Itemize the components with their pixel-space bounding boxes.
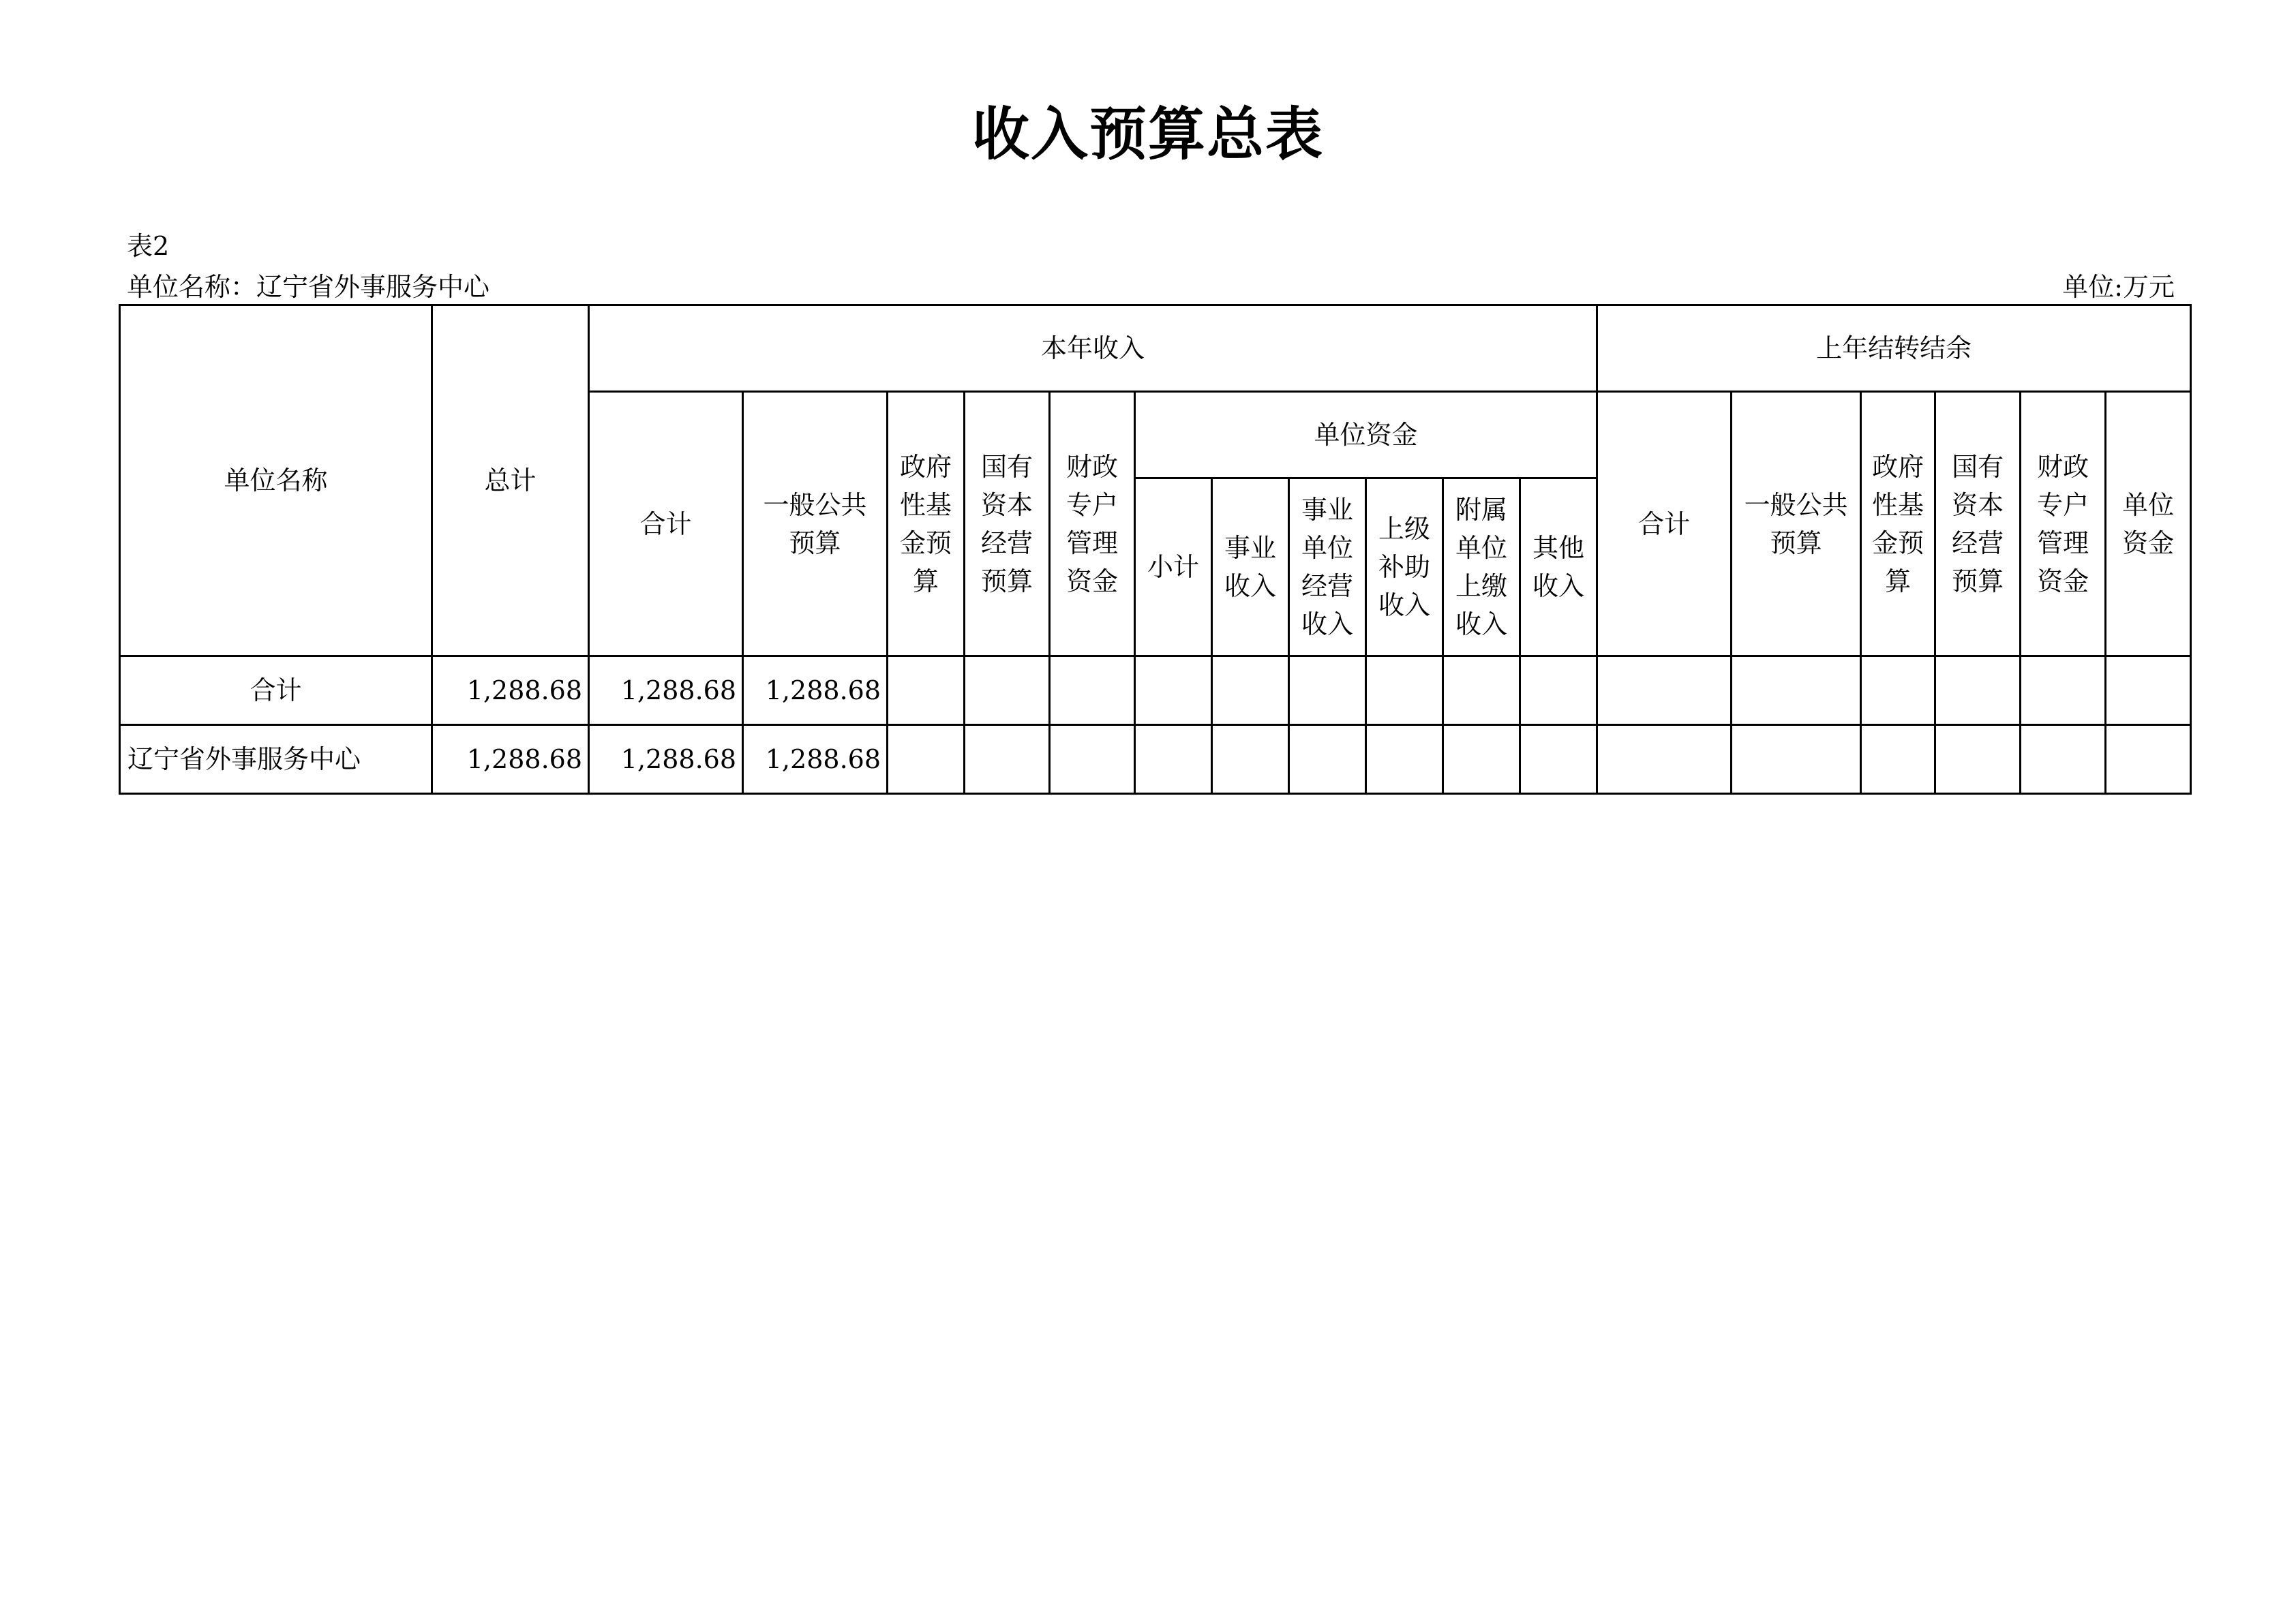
- empty-cell: [1597, 656, 1732, 725]
- header-co-general: 一般公共 预算: [1732, 392, 1861, 656]
- empty-cell: [1732, 725, 1861, 794]
- empty-cell: [1212, 656, 1289, 725]
- empty-cell: [888, 656, 965, 725]
- row-cy-total: 1,288.68: [589, 656, 743, 725]
- empty-cell: [1732, 656, 1861, 725]
- row-name: 辽宁省外事服务中心: [120, 725, 432, 794]
- empty-cell: [1520, 656, 1597, 725]
- header-unit-name: 单位名称: [120, 305, 432, 656]
- header-co-gov-fund: 政府 性基 金预 算: [1861, 392, 1935, 656]
- empty-cell: [1135, 656, 1212, 725]
- row-name: 合计: [120, 656, 432, 725]
- header-uf-business: 事业 收入: [1212, 478, 1289, 656]
- header-co-total: 合计: [1597, 392, 1732, 656]
- empty-cell: [1861, 725, 1935, 794]
- header-carryover: 上年结转结余: [1597, 305, 2191, 392]
- row-cy-general: 1,288.68: [743, 656, 888, 725]
- header-cy-total: 合计: [589, 392, 743, 656]
- empty-cell: [1935, 656, 2021, 725]
- header-this-year-income: 本年收入: [589, 305, 1597, 392]
- header-co-unit-funds: 单位 资金: [2106, 392, 2191, 656]
- header-cy-fiscal-special: 财政 专户 管理 资金: [1050, 392, 1135, 656]
- empty-cell: [1443, 656, 1520, 725]
- header-cy-general: 一般公共 预算: [743, 392, 888, 656]
- empty-cell: [1443, 725, 1520, 794]
- row-total: 1,288.68: [432, 656, 589, 725]
- empty-cell: [888, 725, 965, 794]
- empty-cell: [2021, 656, 2106, 725]
- empty-cell: [1861, 656, 1935, 725]
- empty-cell: [965, 725, 1050, 794]
- income-budget-table: [119, 304, 2192, 795]
- table-number: 表2: [127, 231, 170, 261]
- currency-unit-label: 单位:万元: [2062, 272, 2175, 302]
- header-cy-state-capital: 国有 资本 经营 预算: [965, 392, 1050, 656]
- header-uf-other: 其他 收入: [1520, 478, 1597, 656]
- table-row-unit: [120, 725, 2191, 794]
- empty-cell: [1289, 656, 1366, 725]
- empty-cell: [1520, 725, 1597, 794]
- header-cy-gov-fund: 政府 性基 金预 算: [888, 392, 965, 656]
- empty-cell: [1212, 725, 1289, 794]
- row-cy-total: 1,288.68: [589, 725, 743, 794]
- empty-cell: [1366, 725, 1443, 794]
- header-uf-subtotal: 小计: [1135, 478, 1212, 656]
- empty-cell: [1366, 656, 1443, 725]
- empty-cell: [1135, 725, 1212, 794]
- header-uf-operating: 事业 单位 经营 收入: [1289, 478, 1366, 656]
- row-cy-general: 1,288.68: [743, 725, 888, 794]
- empty-cell: [1289, 725, 1366, 794]
- row-total: 1,288.68: [432, 725, 589, 794]
- header-uf-affiliated: 附属 单位 上缴 收入: [1443, 478, 1520, 656]
- empty-cell: [2021, 725, 2106, 794]
- table-row-total: [120, 656, 2191, 725]
- header-co-state-capital: 国有 资本 经营 预算: [1935, 392, 2021, 656]
- header-unit-funds: 单位资金: [1135, 392, 1597, 478]
- header-total: 总计: [432, 305, 589, 656]
- empty-cell: [1935, 725, 2021, 794]
- header-uf-subsidy: 上级 补助 收入: [1366, 478, 1443, 656]
- empty-cell: [2106, 656, 2191, 725]
- unit-name-label: 单位名称：辽宁省外事服务中心: [127, 272, 490, 302]
- empty-cell: [1050, 725, 1135, 794]
- header-co-fiscal-special: 财政 专户 管理 资金: [2021, 392, 2106, 656]
- empty-cell: [965, 656, 1050, 725]
- empty-cell: [1597, 725, 1732, 794]
- empty-cell: [1050, 656, 1135, 725]
- empty-cell: [2106, 725, 2191, 794]
- page-title: 收入预算总表: [971, 101, 1324, 168]
